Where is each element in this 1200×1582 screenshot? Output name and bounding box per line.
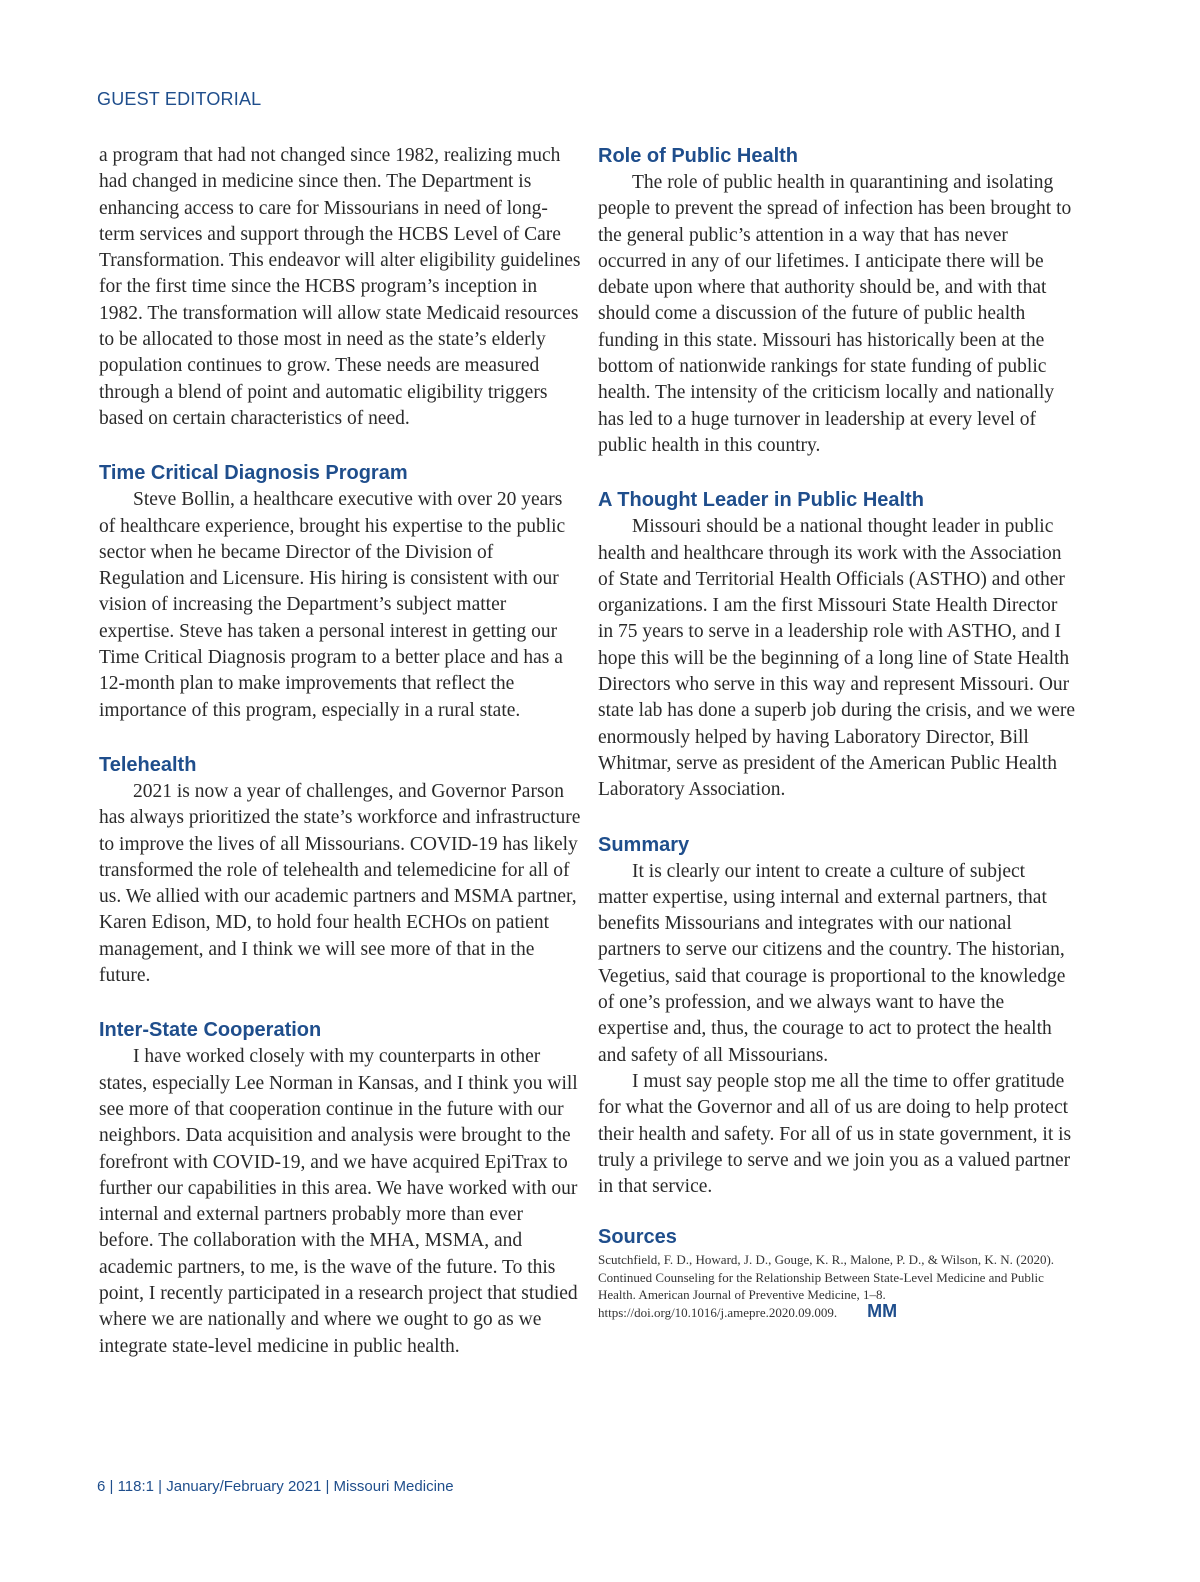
right-column: [598, 143, 1076, 1322]
reference-text: Scutchfield, F. D., Howard, J. D., Gouge, K. R., Malone, P. D., & Wilson, K. N. (2020). Continued Counseling for the Relationship Between State-Level Medicine and Public Health. American Journal of Preventive Medicine, 1–8. https://doi.org/10.1016/j.amepre.2020.09.009.: [598, 1252, 1055, 1321]
heading-sources: Sources: [598, 1226, 677, 1249]
heading-inter-state-cooperation: Inter-State Cooperation: [99, 1019, 322, 1042]
heading-thought-leader: A Thought Leader in Public Health: [598, 489, 924, 512]
heading-telehealth: Telehealth: [99, 753, 197, 776]
paragraph-time-critical-diagnosis: Steve Bollin, a healthcare executive with over 20 years of healthcare experience, brought his expertise to the public sector when he became Director of the Division of Regulation and Licensure. His hiring is consistent with our vision of increasing the Department’s subject matter expertise. Steve has taken a personal interest in getting our Time Critical Diagnosis program to a better place and has a 12-month plan to make improvements that reflect the importance of this program, especially in a rural state.: [99, 489, 566, 721]
intro-paragraph: a program that had not changed since 1982, realizing much had changed in medicine since then. The Department is enhancing access to care for Missourians in need of long-term services and support through the HCBS Level of Care Transformation. This endeavor will alter eligibility guidelines for the first time since the HCBS program’s inception in 1982. The transformation will allow state Medicaid resources to be allocated to those most in need as the state’s elderly population continues to grow. These needs are measured through a blend of point and automatic eligibility triggers based on certain characteristics of need.: [99, 145, 581, 429]
heading-role-of-public-health: Role of Public Health: [598, 145, 799, 167]
paragraph-inter-state-cooperation: I have worked closely with my counterparts in other states, especially Lee Norman in Kansas, and I think you will see more of that cooperation continue in the future with our neighbors. Data acquisition and analysis were brought to the forefront with COVID-19, and we have acquired EpiTrax to further our capabilities in this area. We have worked with our internal and external partners probably more than ever before. The collaboration with the MHA, MSMA, and academic partners, to me, is the wave of the future. To this point, I recently participated in a research project that studied where we are nationally and where we ought to go as we integrate state-level medicine in public health.: [99, 1046, 578, 1357]
heading-summary: Summary: [598, 833, 690, 856]
heading-time-critical-diagnosis: Time Critical Diagnosis Program: [99, 462, 408, 485]
left-column: [99, 143, 581, 1360]
paragraph-thought-leader: Missouri should be a national thought leader in public health and healthcare through its work with the Association of State and Territorial Health Officials (ASTHO) and other organizations. I am the first Missouri State Health Director in 75 years to serve in a leadership role with ASTHO, and I hope this will be the beginning of a long line of State Health Directors who serve in this way and represent Missouri. Our state lab has done a superb job during the crisis, and we were enormously helped by having Laboratory Director, Bill Whitmar, serve as president of the American Public Health Laboratory Association.: [598, 516, 1076, 801]
section-kicker: GUEST EDITORIAL: [97, 89, 262, 109]
paragraph-role-of-public-health: The role of public health in quarantining and isolating people to prevent the spread of infection has been brought to the general public’s attention in a way that has never occurred in any of our lifetimes. I anticipate there will be debate upon where that authority should be, and with that should come a discussion of the future of public health funding in this state. Missouri has historically been at the bottom of nationwide rankings for state funding of public health. The intensity of the criticism locally and nationally has led to a huge turnover in leadership at every level of public health in this country.: [598, 172, 1072, 456]
paragraph-telehealth: 2021 is now a year of challenges, and Governor Parson has always prioritized the state’s workforce and infrastructure to improve the lives of all Missourians. COVID-19 has likely transformed the role of telehealth and telemedicine for all of us. We allied with our academic partners and MSMA partner, Karen Edison, MD, to hold four health ECHOs on patient management, and I think we will see more of that in the future.: [99, 780, 581, 987]
page-footer: 6 | 118:1 | January/February 2021 | Missouri Medicine: [97, 1478, 454, 1495]
end-mark: MM: [867, 1301, 898, 1322]
reference-entry: [598, 1251, 1076, 1321]
paragraph-summary-2: I must say people stop me all the time to offer gratitude for what the Governor and all of us are doing to help protect their health and safety. For all of us in state government, it is truly a privilege to serve and we join you as a valued partner in that service.: [598, 1070, 1072, 1198]
paragraph-summary-1: It is clearly our intent to create a culture of subject matter expertise, using internal and external partners, that benefits Missourians and integrates with our national partners to serve our citizens and the country. The historian, Vegetius, said that courage is proportional to the knowledge of one’s profession, and we always want to have the expertise and, thus, the courage to act to protect the health and safety of all Missourians.: [598, 860, 1066, 1066]
